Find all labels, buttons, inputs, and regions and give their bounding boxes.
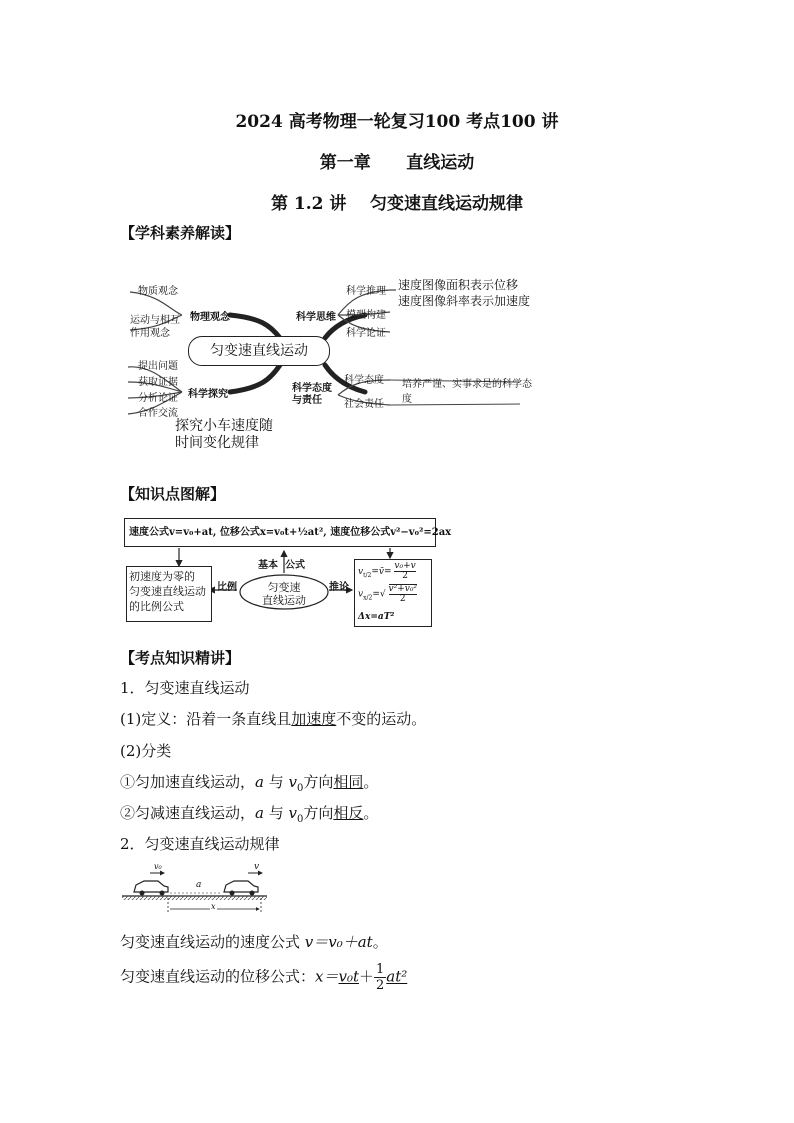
accelerate-line: ①匀加速直线运动，a 与 $v_0$方向相同。: [120, 773, 379, 794]
inference-box: [354, 559, 432, 627]
leaf-analyze-argue: 分析论证: [138, 393, 178, 404]
section-explain: 【考点知识精讲】: [120, 649, 241, 667]
ratio-label: 比例: [217, 582, 237, 593]
mindmap-center: 匀变速直线运动: [188, 336, 330, 366]
leaf-cooperate: 合作交流: [138, 408, 178, 419]
branch-science-thinking: 科学思维: [296, 312, 336, 323]
diagram-center: 匀变速 直线运动: [262, 581, 306, 607]
note-area-displacement: 速度图像面积表示位移: [398, 278, 519, 292]
fig-a-label: a: [196, 880, 202, 890]
leaf-raise-question: 提出问题: [138, 361, 178, 372]
mindmap: [120, 270, 540, 460]
section-knowledge: 【知识点图解】: [120, 485, 226, 503]
speed-formula-line: 匀变速直线运动的速度公式 v＝v₀＋at。: [120, 933, 388, 951]
definition-underlined: 加速度: [291, 710, 337, 728]
car-figure: [122, 862, 267, 916]
fig-v-label: v: [254, 862, 260, 872]
car-figure-drawing: [122, 862, 267, 916]
heading-2: 2．匀变速直线运动规律: [120, 835, 280, 853]
same-direction: 相同: [333, 773, 364, 791]
branch-physics-concept: 物理观念: [190, 312, 230, 323]
inference-line-2: $v_{x/2}=√$ $\frac{\text{v²+v₀²}}{2}$: [358, 584, 418, 604]
inference-line-3: Δx=aT²: [358, 612, 395, 622]
heading-1: 1．匀变速直线运动: [120, 679, 250, 697]
leaf-social: 社会责任: [344, 399, 384, 410]
classify: (2)分类: [120, 742, 172, 760]
section-literacy: 【学科素养解读】: [120, 224, 241, 242]
branch-science-inquiry: 科学探究: [188, 389, 228, 400]
note-slope-acceleration: 速度图像斜率表示加速度: [398, 294, 531, 308]
leaf-attitude: 科学态度: [344, 375, 384, 386]
opposite-direction: 相反: [333, 804, 364, 822]
lecture-title: 第 1.2 讲 匀变速直线运动规律: [270, 194, 524, 214]
ratio-box: 初速度为零的 匀变速直线运动 的比例公式: [126, 566, 212, 622]
main-title: 2024 高考物理一轮复习100 考点100 讲: [235, 112, 559, 132]
basic-formula-label: 基本 公式: [258, 560, 305, 571]
leaf-motion-interaction: 运动与相互 作用观念: [130, 315, 180, 339]
note-inquiry: 探究小车速度随 时间变化规律: [175, 418, 273, 451]
note-attitude: 培养严谨、实事求是的科学态度: [402, 379, 532, 405]
fig-x-label: x: [211, 902, 216, 911]
chapter-title: 第一章 直线运动: [319, 153, 475, 173]
leaf-material-concept: 物质观念: [138, 286, 178, 297]
leaf-get-evidence: 获取证据: [138, 377, 178, 388]
leaf-science-argument: 科学论证: [346, 328, 386, 339]
branch-science-attitude: 科学态度 与责任: [292, 383, 332, 406]
leaf-science-reasoning: 科学推理: [346, 286, 386, 297]
fig-v0-label: v₀: [154, 862, 162, 871]
disp-fraction: $\frac{1}{2}$: [376, 962, 385, 993]
definition: (1)定义：沿着一条直线且加速度不变的运动。: [120, 710, 427, 728]
displacement-formula-line: 匀变速直线运动的位移公式：x＝v₀t＋ $\frac{1}{2}$ at²: [120, 962, 408, 993]
leaf-model-building: 模型构建: [346, 310, 386, 321]
disp-at2: at²: [386, 967, 408, 986]
disp-v0t: v₀t: [338, 967, 359, 986]
decelerate-line: ②匀减速直线运动，a 与 $v_0$方向相反。: [120, 804, 379, 825]
inference-line-1: $v_{t/2}=v̄=$ $\frac{\text{v₀+v}}{2}$: [358, 561, 416, 581]
inference-label: 推论: [329, 582, 349, 593]
top-formula-box: 速度公式v=v₀+at, 位移公式x=v₀t+½at², 速度位移公式v²−v₀²=2ax: [124, 518, 436, 547]
knowledge-diagram: [124, 518, 452, 628]
speed-formula: v＝v₀＋at: [304, 933, 373, 951]
